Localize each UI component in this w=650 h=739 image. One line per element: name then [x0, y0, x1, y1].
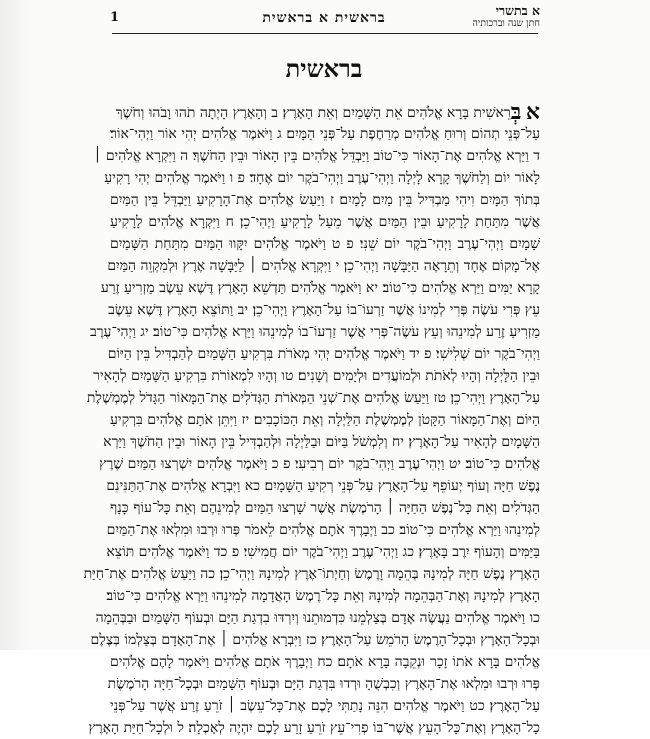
text-line: אֶל־מָקוֹם אֶחָד וְתֵרָאֶה הַיַּבָּשָׁה וַיְהִי־כֵן׃ י וַיִּקְרָא אֱלֹהִים ׀ לַיַּבָּשָׁה אֶרֶץ וּלְמִקְוֵה הַמַּיִם	[107, 258, 540, 274]
text-line: בַּיַּמִּים וְהָעוֹף יִרֶב בָּאָרֶץ׃ כג וַיְהִי־עֶרֶב וַיְהִי־בֹקֶר יוֹם חֲמִישִׁי׃ פ כד וַיֹּאמֶר אֱלֹהִים תּוֹצֵא	[106, 544, 540, 560]
text-line: פְּרוּ וּרְבוּ וּמִלְאוּ אֶת־הָאָרֶץ וְכִבְשֻׁהָ וּרְדוּ בִּדְגַת הַיָּם וּבְעוֹף הַשָּׁמַיִם וּבְכָל־חַיָּה הָרֹמֶשֶׂת	[107, 676, 540, 692]
text-line: אֱלֹהִים כִּי־טוֹב׃ יט וַיְהִי־עֶרֶב וַיְהִי־בֹקֶר יוֹם רְבִיעִי׃ פ כ וַיֹּאמֶר אֱלֹהִים יִשְׁרְצוּ הַמַּיִם שֶׁרֶץ	[99, 456, 540, 472]
text-line: שָׁמָיִם וַיְהִי־עֶרֶב וַיְהִי־בֹקֶר יוֹם שֵׁנִי׃ פ ט וַיֹּאמֶר אֱלֹהִים יִקָּווּ הַמַּיִם מִתַּחַת הַשָּׁמַיִם	[110, 236, 540, 252]
gutter-shadow	[0, 0, 34, 650]
chapter-letter: א	[525, 99, 540, 125]
text-line: עַל־פְּנֵי תְהוֹם וְרוּחַ אֱלֹהִים מְרַחֶפֶת עַל־פְּנֵי הַמָּיִם׃ ג וַיֹּאמֶר אֱלֹהִים יְהִי אוֹר וַיְהִי־אוֹר׃	[110, 126, 540, 142]
text-line: כָל־הָאָרֶץ וְאֶת־כָּל־הָעֵץ אֲשֶׁר־בּוֹ פְרִי־עֵץ זֹרֵעַ זָרַע לָכֶם יִהְיֶה לְאָכְלָה׃ ל וּלְכָל־חַיַּת הָאָרֶץ	[88, 720, 540, 736]
text-line: וַיְהִי־בֹקֶר יוֹם שְׁלִישִׁי׃ פ יד וַיֹּאמֶר אֱלֹהִים יְהִי מְאֹרֹת בִּרְקִיעַ הַשָּׁמַיִם לְהַבְדִּיל בֵּין הַיּוֹם	[107, 346, 540, 362]
text-line: וּבְכָל־הָאָרֶץ וּבְכָל־הָרֶמֶשׂ הָרֹמֵשׂ עַל־הָאָרֶץ׃ כז וַיִּבְרָא אֱלֹהִים ׀ אֶת־הָאָדָם בְּצַלְמוֹ בְּצֶלֶם	[90, 632, 540, 648]
text-line: לָאוֹר יוֹם וְלַחֹשֶׁךְ קָרָא לָיְלָה וַיְהִי־עֶרֶב וַיְהִי־בֹקֶר יוֹם אֶחָד׃ פ ו וַיֹּאמֶר אֱלֹהִים יְהִי רָקִיעַ	[104, 170, 540, 186]
text-line: עֵץ פְּרִי עֹשֶׂה פְּרִי לְמִינוֹ אֲשֶׁר זַרְעוֹ־בוֹ עַל־הָאָרֶץ וַיְהִי־כֵן׃ יב וַתּוֹצֵא הָאָרֶץ דֶּשֶׁא עֵשֶׂב	[108, 302, 540, 318]
header-rule	[112, 33, 538, 34]
text-line: עַל־הָאָרֶץ וַיְהִי־כֵן׃ טז וַיַּעַשׂ אֱלֹהִים אֶת־שְׁנֵי הַמְּאֹרֹת הַגְּדֹלִים אֶת־הַמָּאוֹר הַגָּדֹל לְמֶמְשֶׁלֶת	[86, 390, 540, 406]
text-line: הַשָּׁמָיִם לְהָאִיר עַל־הָאָרֶץ׃ יח וְלִמְשֹׁל בַּיּוֹם וּבַלַּיְלָה וּלְהַבְדִּיל בֵּין הָאוֹר וּבֵין הַחֹשֶׁךְ וַיַּרְא	[103, 434, 540, 450]
text-line: ד וַיַּרְא אֱלֹהִים אֶת־הָאוֹר כִּי־טוֹב וַיַּבְדֵּל אֱלֹהִים בֵּין הָאוֹר וּבֵין הַחֹשֶׁךְ׃ ה וַיִּקְרָא אֱלֹהִים ׀	[93, 148, 540, 164]
text-line: קָרָא יַמִּים וַיַּרְא אֱלֹהִים כִּי־טוֹב׃ יא וַיֹּאמֶר אֱלֹהִים תַּדְשֵׁא הָאָרֶץ דֶּשֶׁא עֵשֶׂב מַזְרִיעַ זֶרַע	[100, 280, 540, 296]
text-line: מַזְרִיעַ זֶרַע לְמִינֵהוּ וְעֵץ עֹשֶׂה־פְּרִי אֲשֶׁר זַרְעוֹ־בוֹ לְמִינֵהוּ וַיַּרְא אֱלֹהִים כִּי־טוֹב׃ יג וַיְהִי־עֶרֶב	[89, 324, 540, 340]
text-line: נֶפֶשׁ חַיָּה וְעוֹף יְעוֹפֵף עַל־הָאָרֶץ עַל־פְּנֵי רְקִיעַ הַשָּׁמָיִם׃ כא וַיִּבְרָא אֱלֹהִים אֶת־הַתַּנִּינִם	[106, 478, 540, 494]
text-line: לְמִינֵהוּ וַיַּרְא אֱלֹהִים כִּי־טוֹב׃ כב וַיְבָרֶךְ אֹתָם אֱלֹהִים לֵאמֹר פְּרוּ וּרְבוּ וּמִלְאוּ אֶת־הַמַּיִם	[106, 522, 540, 538]
page-number: 1	[110, 10, 120, 25]
scripture-text	[83, 99, 540, 736]
opening-large-letter: בְּ	[510, 99, 522, 125]
text-line: הָאָרֶץ נֶפֶשׁ חַיָּה לְמִינָהּ בְּהֵמָה וָרֶמֶשׂ וְחַיְתוֹ־אֶרֶץ לְמִינָהּ וַיְהִי־כֵן׃ כה וַיַּעַשׂ אֱלֹהִים אֶת־חַיַּת	[83, 566, 540, 582]
book-title: בראשית	[285, 54, 363, 83]
text-line: הַגְּדֹלִים וְאֵת כָּל־נֶפֶשׁ הַחַיָּה ׀ הָרֹמֶשֶׂת אֲשֶׁר שָׁרְצוּ הַמַּיִם לְמִינֵהֶם וְאֵת כָּל־עוֹף כָּנָף	[110, 500, 540, 516]
text-line: וּבֵין הַלָּיְלָה וְהָיוּ לְאֹתֹת וּלְמוֹעֲדִים וּלְיָמִים וְשָׁנִים׃ טו וְהָיוּ לִמְאוֹרֹת בִּרְקִיעַ הַשָּׁמַיִם לְהָאִיר	[93, 368, 540, 384]
text-line: אֲשֶׁר מִתַּחַת לָרָקִיעַ וּבֵין הַמַּיִם אֲשֶׁר מֵעַל לָרָקִיעַ וַיְהִי־כֵן׃ ח וַיִּקְרָא אֱלֹהִים לָרָקִיעַ	[110, 214, 540, 230]
text-line: הַיּוֹם וְאֶת־הַמָּאוֹר הַקָּטֹן לְמֶמְשֶׁלֶת הַלַּיְלָה וְאֵת הַכּוֹכָבִים׃ יז וַיִּתֵּן אֹתָם אֱלֹהִים בִּרְקִיעַ	[110, 412, 540, 428]
text-line: אֱלֹהִים בָּרָא אֹתוֹ זָכָר וּנְקֵבָה בָּרָא אֹתָם׃ כח וַיְבָרֶךְ אֹתָם אֱלֹהִים וַיֹּאמֶר לָהֶם אֱלֹהִים	[110, 654, 540, 670]
text-line: בְּתוֹךְ הַמָּיִם וִיהִי מַבְדִּיל בֵּין מַיִם לָמָיִם׃ ז וַיַּעַשׂ אֱלֹהִים אֶת־הָרָקִיעַ וַיַּבְדֵּל בֵּין הַמַּיִם	[110, 192, 540, 208]
corner-heading-line2: חתן שנה וברכותיה	[472, 18, 540, 29]
page-header	[110, 3, 540, 32]
text-line: עַל־הָאָרֶץ׃ כט וַיֹּאמֶר אֱלֹהִים הִנֵּה נָתַתִּי לָכֶם אֶת־כָּל־עֵשֶׂב ׀ זֹרֵעַ זֶרַע אֲשֶׁר עַל־פְּנֵי	[110, 698, 540, 714]
text-line-opening	[110, 101, 540, 123]
text-line: הָאָרֶץ לְמִינָהּ וְאֶת־הַבְּהֵמָה לְמִינָהּ וְאֵת כָּל־רֶמֶשׂ הָאֲדָמָה לְמִינֵהוּ וַיַּרְא אֱלֹהִים כִּי־טוֹב׃	[106, 588, 540, 604]
opening-line-text: רֵאשִׁית בָּרָא אֱלֹהִים אֵת הַשָּׁמַיִם וְאֵת הָאָרֶץ׃ ב וְהָאָרֶץ הָיְתָה תֹהוּ וָבֹהוּ וְחֹשֶׁךְ	[115, 105, 511, 121]
running-title: בראשית א בראשית	[262, 10, 386, 26]
text-line: כו וַיֹּאמֶר אֱלֹהִים נַעֲשֶׂה אָדָם בְּצַלְמֵנוּ כִּדְמוּתֵנוּ וְיִרְדּוּ בִדְגַת הַיָּם וּבְעוֹף הַשָּׁמַיִם וּבַבְּהֵמָה	[95, 610, 540, 626]
corner-heading-line1: א בתשרי	[495, 3, 540, 18]
